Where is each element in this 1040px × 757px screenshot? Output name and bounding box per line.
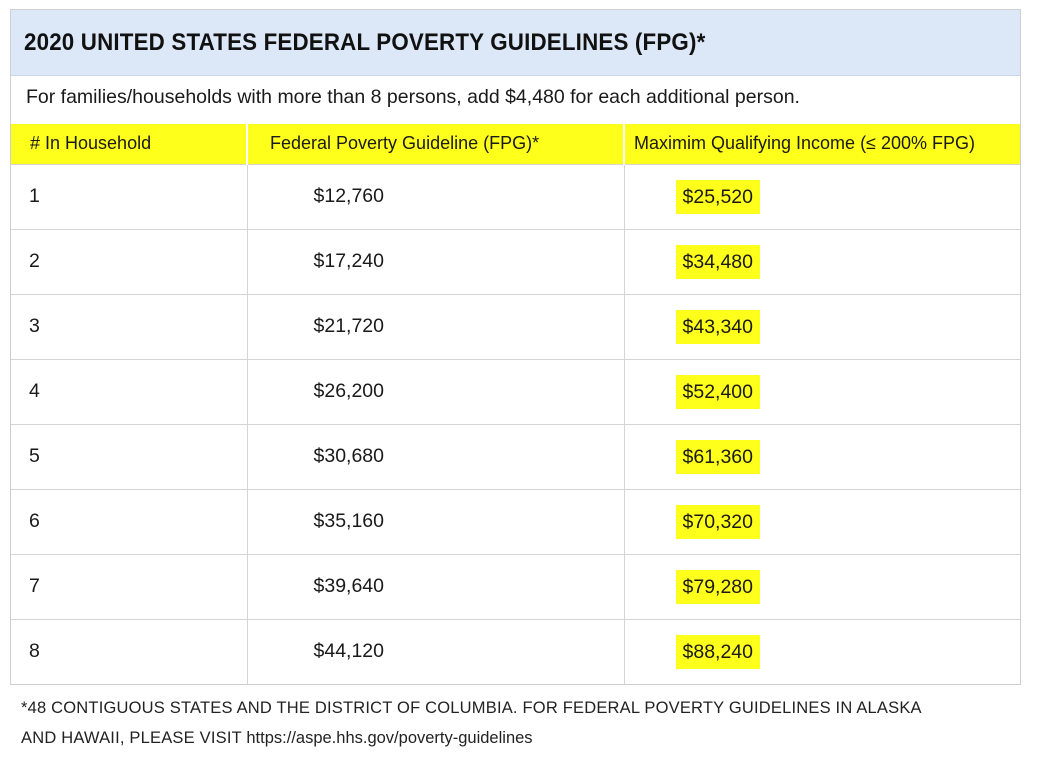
fpg-cell [247,619,624,684]
household-cell-value: 6 [29,510,40,532]
table-body [11,164,1020,684]
fpg-cell [247,294,624,359]
fpg-cell-value: $44,120 [313,640,384,663]
fpg-cell [247,164,624,229]
poverty-guidelines-table [11,124,1020,684]
fpg-table-card [10,9,1021,685]
fpg-cell-value: $17,240 [313,250,384,272]
table-row [11,164,1020,229]
max-income-cell-value: $34,480 [676,245,761,279]
table-row [11,229,1020,294]
page-title: 2020 UNITED STATES FEDERAL POVERTY GUIDELINES (FPG)* [24,29,706,56]
max-income-cell-value: $61,360 [676,440,761,474]
header-fpg: Federal Poverty Guideline (FPG)* [247,124,624,164]
max-income-cell [624,619,1020,684]
fpg-cell-value: $30,680 [313,445,384,467]
footnote-line-2-prefix: AND HAWAII, PLEASE VISIT [21,729,247,747]
household-cell-value: 3 [29,315,40,337]
household-cell-value: 2 [29,250,40,272]
table-row [11,554,1020,619]
fpg-cell [247,424,624,489]
max-income-cell [624,164,1020,229]
table-row [11,424,1020,489]
footnote-line-2 [21,723,1031,753]
household-cell [11,489,247,554]
fpg-cell-value: $26,200 [313,380,384,402]
table-row [11,619,1020,684]
poverty-guidelines-link[interactable]: https://aspe.hhs.gov/poverty-guidelines [246,729,533,747]
household-cell [11,424,247,489]
household-cell [11,359,247,424]
household-cell [11,294,247,359]
subtitle: For families/households with more than 8 persons, add $4,480 for each additional person. [26,86,800,108]
household-cell-value: 7 [29,575,40,597]
max-income-cell-value: $70,320 [676,505,761,539]
table-header-row [11,124,1020,164]
header-household: # In Household [11,124,247,164]
fpg-cell [247,554,624,619]
max-income-cell-value: $43,340 [676,310,761,344]
household-cell [11,164,247,229]
fpg-cell-value: $39,640 [313,575,384,597]
max-income-cell [624,489,1020,554]
table-row [11,489,1020,554]
max-income-cell [624,229,1020,294]
household-cell [11,619,247,684]
fpg-cell [247,489,624,554]
household-cell-value: 4 [29,380,40,402]
table-row [11,294,1020,359]
household-cell-value: 5 [29,445,40,467]
fpg-cell [247,359,624,424]
footnote [21,693,1031,753]
max-income-cell [624,554,1020,619]
fpg-cell-value: $12,760 [313,185,384,207]
max-income-cell-value: $25,520 [676,180,761,214]
household-cell [11,554,247,619]
title-bar [11,10,1020,76]
fpg-cell-value: $35,160 [313,510,384,532]
household-cell-value: 1 [29,185,40,207]
max-income-cell [624,424,1020,489]
household-cell-value: 8 [29,640,40,663]
fpg-cell [247,229,624,294]
max-income-cell-value: $88,240 [676,635,761,669]
max-income-cell-value: $52,400 [676,375,761,409]
header-max-income: Maximim Qualifying Income (≤ 200% FPG) [624,124,1020,164]
household-cell [11,229,247,294]
fpg-cell-value: $21,720 [313,315,384,337]
max-income-cell [624,359,1020,424]
max-income-cell [624,294,1020,359]
table-row [11,359,1020,424]
max-income-cell-value: $79,280 [676,570,761,604]
footnote-line-1: *48 CONTIGUOUS STATES AND THE DISTRICT OF COLUMBIA. FOR FEDERAL POVERTY GUIDELINES IN ALASKA [21,699,922,717]
